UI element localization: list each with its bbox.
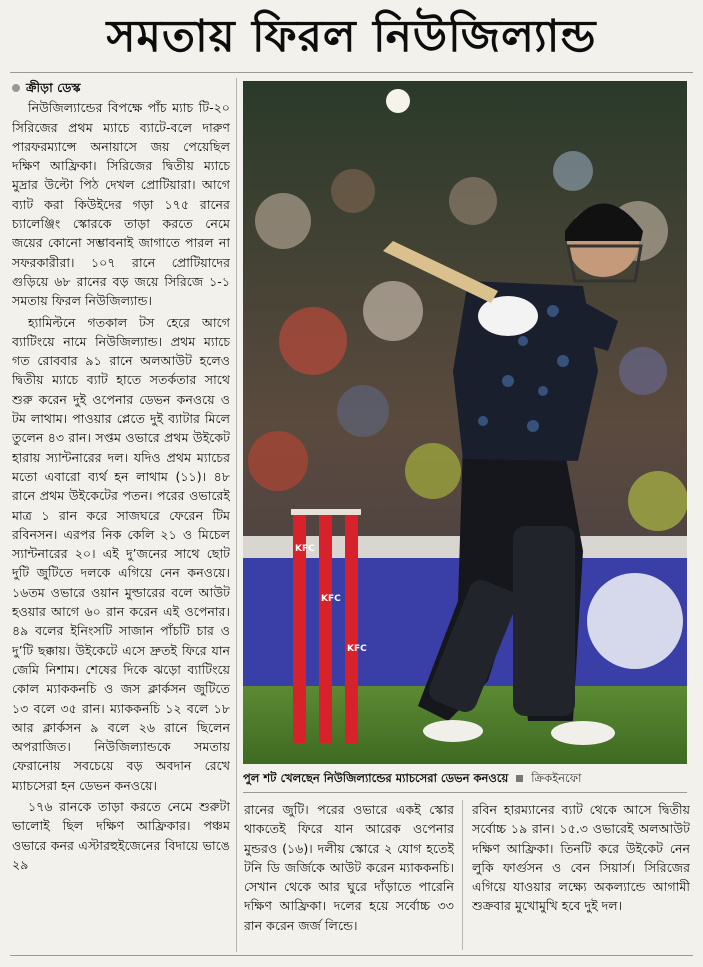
desk-label: ক্রীড়া ডেস্ক: [26, 80, 81, 95]
square-icon: [516, 775, 523, 782]
photo-credit: ক্রিকইনফো: [531, 771, 582, 785]
paragraph: রানের জুটি। পরের ওভারে একই স্কোর থাকতেই ফিরে যান আরেক ওপেনার মুন্ডরও (১৬)। দলীয় স্কোরে ২ যোগ হতেই টনি ডি জর্জিকে আউট করেন ম্যাককনচি। সেখান থেকে আর ঘুরে দাঁড়াতে পারেনি দক্ষিণ আফ্রিকা। দলের হয়ে সর্বোচ্চ ৩৩ রান করেন জর্জ লিন্ডে।: [244, 802, 454, 933]
photo-illustration: [243, 81, 687, 764]
photo-caption: [243, 766, 687, 790]
stump-sponsor: KFC: [321, 594, 341, 604]
article-column-2: [244, 800, 454, 950]
column-divider: [462, 800, 463, 950]
caption-text: পুল শট খেলছেন নিউজিল্যান্ডের ম্যাচসেরা ডেভন কনওয়ে: [243, 771, 509, 785]
article-column-3: [472, 800, 690, 950]
cricket-ball: [386, 89, 410, 113]
desk-byline: [12, 78, 230, 97]
headline: সমতায় ফিরল নিউজিল্যান্ড: [106, 11, 597, 62]
column-divider: [236, 78, 237, 952]
top-rule: [10, 72, 693, 73]
stump-sponsor: KFC: [347, 644, 367, 654]
paragraph: হ্যামিল্টনে গতকাল টস হেরে আগে ব্যাটিংয়ে নামে নিউজিল্যান্ড। প্রথম ম্যাচে গত রোববার ৯১ রানে অলআউট হলেও দ্বিতীয় ম্যাচে ব্যাট হাতে সতর্কতার সাথে শুরু করেন দুই ওপেনার ডেভন কনওয়ে ও টম লাথাম। পাওয়ার প্লেতে দুই ব্যাটার মিলে তুলেন ৪৩ রান। সপ্তম ওভারে প্রথম উইকেট হারায় স্যান্টনারের দল। যদিও প্রথম ম্যাচের মতো এবারো ব্যর্থ হন লাথাম (১১)। ৪৮ রানে প্রথম উইকেটের পতন। পরের ওভারেই মাত্র ১ রান করে সাজঘরে ফেরেন টিম রবিনসন। এরপর নিক কেলি ২১ ও মিচেল স্যান্টনারের ২০। এই দু’জনের সাথে ছোট দুটি জুটিতে দলকে এগিয়ে নেন কনওয়ে। ১৬তম ওভারে ওয়ান মুল্ডারের বলে আউট হওয়ার আগে ৬০ রান করেন এই ওপেনার। ৪৯ বলের ইনিংসটি সাজান পাঁচটি চার ও দু’টি ছক্কায়। উইকেটে এসে দ্রুতই ফিরে যান জেমি নিশাম। শেষের দিকে ঝড়ো ব্যাটিংয়ে কোল ম্যাককনচি ও জস ক্লার্কসন জুটিতে ১৩ বলে ৩৫ রান। ম্যাককনচি ১২ বলে ১৮ আর ক্লার্কসন ৯ বলে ২৬ রানে ছিলেন অপরাজিত। নিউজিল্যান্ডকে সমতায় ফেরানোয় সবচেয়ে বড় অবদান রেখে ম্যাচসেরা হন ডেভন কনওয়ে।: [12, 314, 230, 793]
stump-sponsor: KFC: [295, 544, 315, 554]
paragraph: নিউজিল্যান্ডের বিপক্ষে পাঁচ ম্যাচ টি-২০ সিরিজের প্রথম ম্যাচে ব্যাটে-বলে দারুণ পারফরম্যান্সে অনায়াসে জয় পেয়েছিল দক্ষিণ আফ্রিকা। সিরিজের দ্বিতীয় ম্যাচে মুদ্রার উল্টো পিঠ দেখল প্রোটিয়ারা। আগে ব্যাট করা কিউইদের গড়া ১৭৫ রানের চ্যালেঞ্জিং স্কোরকে তাড়া করতে নেমে জয়ের কোনো সম্ভাবনাই জাগাতে পারল না সফরকারীরা। ১০৭ রানে প্রোটিয়াদের গুড়িয়ে ৬৮ রানের বড় জয়ে সিরিজে ১-১ সমতায় ফিরল নিউজিল্যান্ড।: [12, 100, 230, 309]
bottom-rule: [10, 955, 693, 956]
paragraph: রবিন হারম্যানের ব্যাট থেকে আসে দ্বিতীয় সর্বোচ্চ ১৯ রান। ১৫.৩ ওভারেই অলআউট দক্ষিণ আফ্রিকা। তিনটি করে উইকেট নেন লুকি ফার্গুসন ও বেন সিয়ার্স। সিরিজের এগিয়ে যাওয়ার লক্ষ্যে অকল্যান্ডে আগামী শুক্রবার মুখোমুখি হবে দুই দল।: [472, 802, 690, 914]
paragraph: ১৭৬ রানকে তাড়া করতে নেমে শুরুটা ভালোই ছিল দক্ষিণ আফ্রিকার। পঞ্চম ওভারে কনর এস্টারহুইজেনের বিদায়ে ভাঙে ২৯: [12, 798, 230, 872]
article-column-1: [12, 78, 230, 948]
caption-rule: [243, 792, 687, 793]
bullet-icon: [12, 84, 20, 92]
cricket-photo: [243, 81, 687, 764]
